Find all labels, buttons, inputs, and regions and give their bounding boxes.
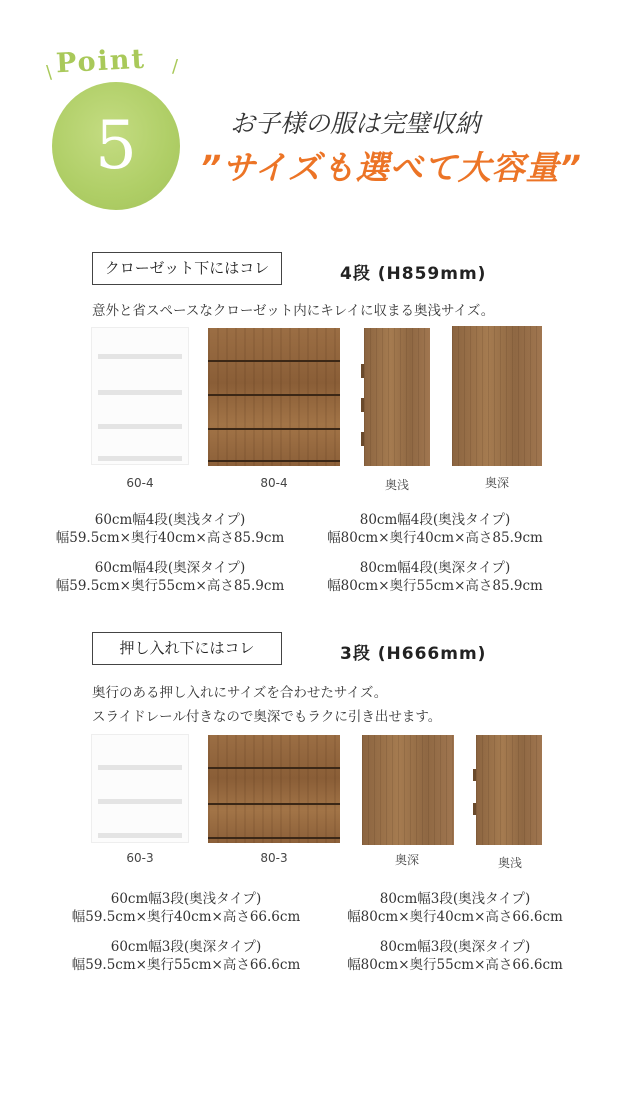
point-deco-left-icon: \ (46, 62, 53, 83)
spec-dims: 幅80cm×奥行40cm×高さ66.6cm (347, 909, 563, 925)
product-image-80-3 (208, 735, 340, 843)
spec-name: 80cm幅4段(奥浅タイプ) (359, 512, 511, 528)
spec-dims: 幅59.5cm×奥行55cm×高さ66.6cm (71, 957, 301, 973)
spec-dims: 幅80cm×奥行55cm×高さ85.9cm (327, 578, 543, 594)
product-label: 60-4 (126, 476, 154, 490)
spec-dims: 幅80cm×奥行55cm×高さ66.6cm (347, 957, 563, 973)
tier-heading-3: 3段 (H666mm) (340, 644, 487, 664)
spec-dims: 幅59.5cm×奥行40cm×高さ85.9cm (55, 530, 285, 546)
product-label: 60-3 (126, 851, 154, 865)
section-desc: スライドレール付きなので奥深でもラクに引き出せます。 (92, 709, 442, 725)
spec-name: 60cm幅4段(奥深タイプ) (94, 560, 246, 576)
product-label: 80-3 (260, 851, 288, 865)
spec-80-3-shallow (330, 890, 580, 926)
product-image-60-4 (92, 328, 188, 464)
product-label: 奥浅 (384, 478, 409, 492)
section-tag-oshiire: 押し入れ下にはコレ (92, 632, 282, 665)
product-label: 80-4 (260, 476, 288, 490)
spec-80-4-deep (310, 559, 560, 595)
spec-60-4-shallow (40, 511, 300, 547)
spec-80-3-deep (330, 938, 580, 974)
spec-name: 80cm幅3段(奥浅タイプ) (379, 891, 531, 907)
spec-name: 80cm幅3段(奥深タイプ) (379, 939, 531, 955)
section-desc: 意外と省スペースなクローゼット内にキレイに収まる奥浅サイズ。 (92, 303, 495, 319)
spec-name: 60cm幅4段(奥浅タイプ) (94, 512, 246, 528)
point-label: Point (55, 43, 147, 80)
product-label: 奥浅 (497, 856, 522, 870)
spec-name: 80cm幅4段(奥深タイプ) (359, 560, 511, 576)
section-tag-closet: クローゼット下にはコレ (92, 252, 282, 285)
spec-dims: 幅80cm×奥行40cm×高さ85.9cm (327, 530, 543, 546)
spec-name: 60cm幅3段(奥浅タイプ) (110, 891, 262, 907)
product-image-side-shallow (476, 735, 542, 845)
headline: お子様の服は完璧収納 (230, 109, 481, 138)
spec-dims: 幅59.5cm×奥行55cm×高さ85.9cm (55, 578, 285, 594)
product-image-80-4 (208, 328, 340, 466)
spec-dims: 幅59.5cm×奥行40cm×高さ66.6cm (71, 909, 301, 925)
spec-name: 60cm幅3段(奥深タイプ) (110, 939, 262, 955)
point-number: 5 (95, 107, 137, 184)
section-desc: 奥行のある押し入れにサイズを合わせたサイズ。 (92, 685, 388, 701)
catch-copy: ”サイズも選べて大容量” (200, 148, 582, 187)
spec-80-4-shallow (310, 511, 560, 547)
product-image-side-deep (452, 326, 542, 466)
product-image-side-shallow (364, 328, 430, 466)
spec-60-4-deep (40, 559, 300, 595)
spec-60-3-deep (56, 938, 316, 974)
product-label: 奥深 (484, 476, 509, 490)
point-deco-right-icon: / (172, 56, 179, 77)
product-label: 奥深 (394, 853, 419, 867)
product-image-side-deep (362, 735, 454, 845)
spec-60-3-shallow (56, 890, 316, 926)
product-image-60-3 (92, 735, 188, 842)
tier-heading-4: 4段 (H859mm) (340, 264, 487, 284)
